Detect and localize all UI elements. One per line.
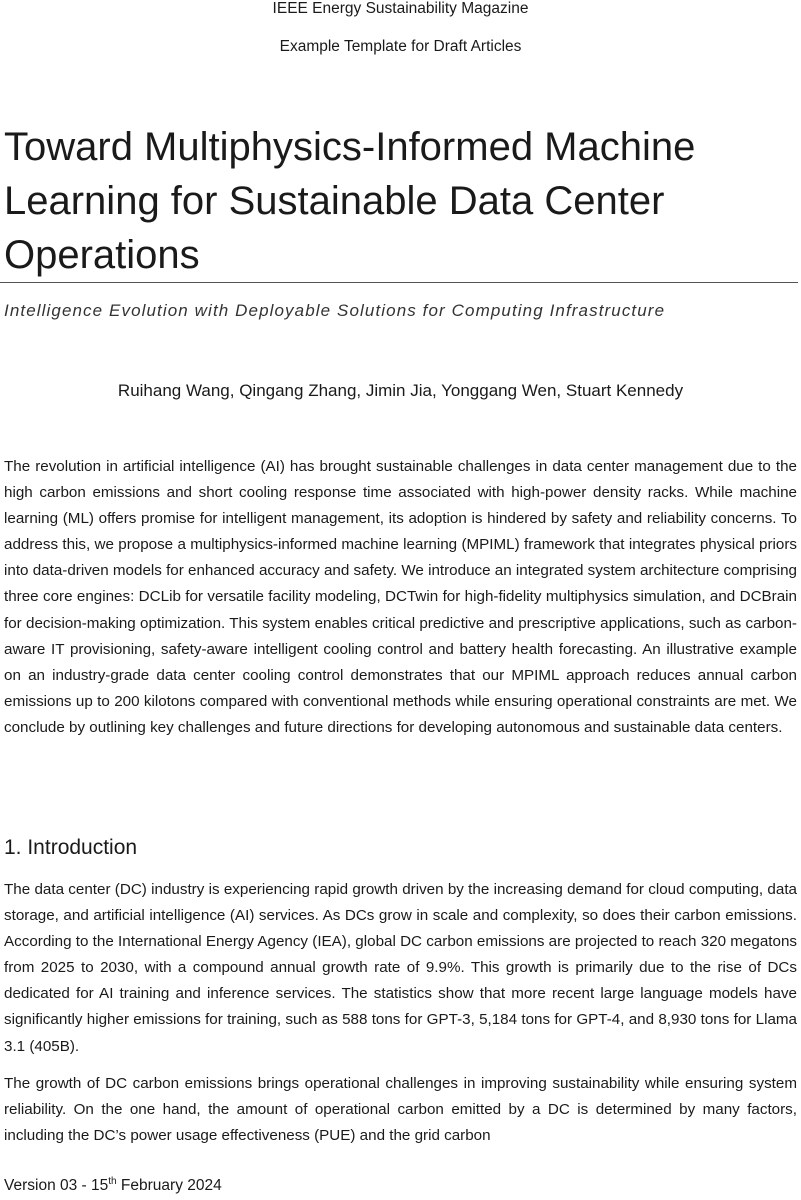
title-divider — [0, 282, 798, 283]
template-header: Example Template for Draft Articles — [279, 38, 522, 55]
footer-version: Version 03 - 15 — [4, 1177, 109, 1195]
article-title: Toward Multiphysics-Informed Machine Learning for Sustainable Data Center Operations — [4, 125, 696, 277]
abstract-paragraph: The revolution in artificial intelligence (AI) has brought sustainable challenges in data center management due to the high carbon emissions and short cooling response time associated with high-power density racks. While machine learning (ML) offers promise for intelligent management, its adoption is hindered by safety and reliability concerns. To address this, we propose a multiphysics-informed machine learning (MPIML) framework that integrates physical priors into data-driven models for enhanced accuracy and safety. We introduce an integrated system architecture comprising three core engines: DCLib for versatile facility modeling, DCTwin for high-fidelity multiphysics simulation, and DCBrain for decision-making optimization. This system enables critical predictive and prescriptive applications, such as carbon-aware IT provisioning, safety-aware intelligent cooling control and battery health forecasting. An illustrative example on an industry-grade data center cooling control demonstrates that our MPIML approach reduces annual carbon emissions up to 200 kilotons compared with conventional methods while ensuring operational constraints are met. We conclude by outlining key challenges and future directions for developing autonomous and sustainable data centers. — [4, 458, 797, 736]
introduction-paragraph-1: The data center (DC) industry is experiencing rapid growth driven by the increasing demand for cloud computing, data storage, and artificial intelligence (AI) services. As DCs grow in scale and complexity, so does their carbon emissions. According to the International Energy Agency (IEA), global DC carbon emissions are projected to reach 320 megatons from 2025 to 2030, with a compound annual growth rate of 9.9%. This growth is primarily due to the rise of DCs dedicated for AI training and inference services. The statistics show that more recent large language models have significantly higher emissions for training, such as 588 tons for GPT-3, 5,184 tons for GPT-4, and 8,930 tons for Llama 3.1 (405B). — [4, 881, 797, 1055]
author-list: Ruihang Wang, Qingang Zhang, Jimin Jia, Yonggang Wen, Stuart Kennedy — [117, 381, 684, 400]
version-footer — [4, 1176, 222, 1195]
journal-header: IEEE Energy Sustainability Magazine — [272, 0, 529, 17]
introduction-paragraph-2: The growth of DC carbon emissions brings operational challenges in improving sustainability while ensuring system reliability. On the one hand, the amount of operational carbon emitted by a DC is determined by many factors, including the DC’s power usage effectiveness (PUE) and the grid carbon — [4, 1075, 797, 1145]
article-subtitle: Intelligence Evolution with Deployable Solutions for Computing Infrastructure — [4, 301, 666, 320]
section-heading-introduction: 1. Introduction — [4, 836, 138, 859]
footer-date-superscript: th — [108, 1176, 117, 1187]
footer-date: February 2024 — [116, 1177, 222, 1195]
